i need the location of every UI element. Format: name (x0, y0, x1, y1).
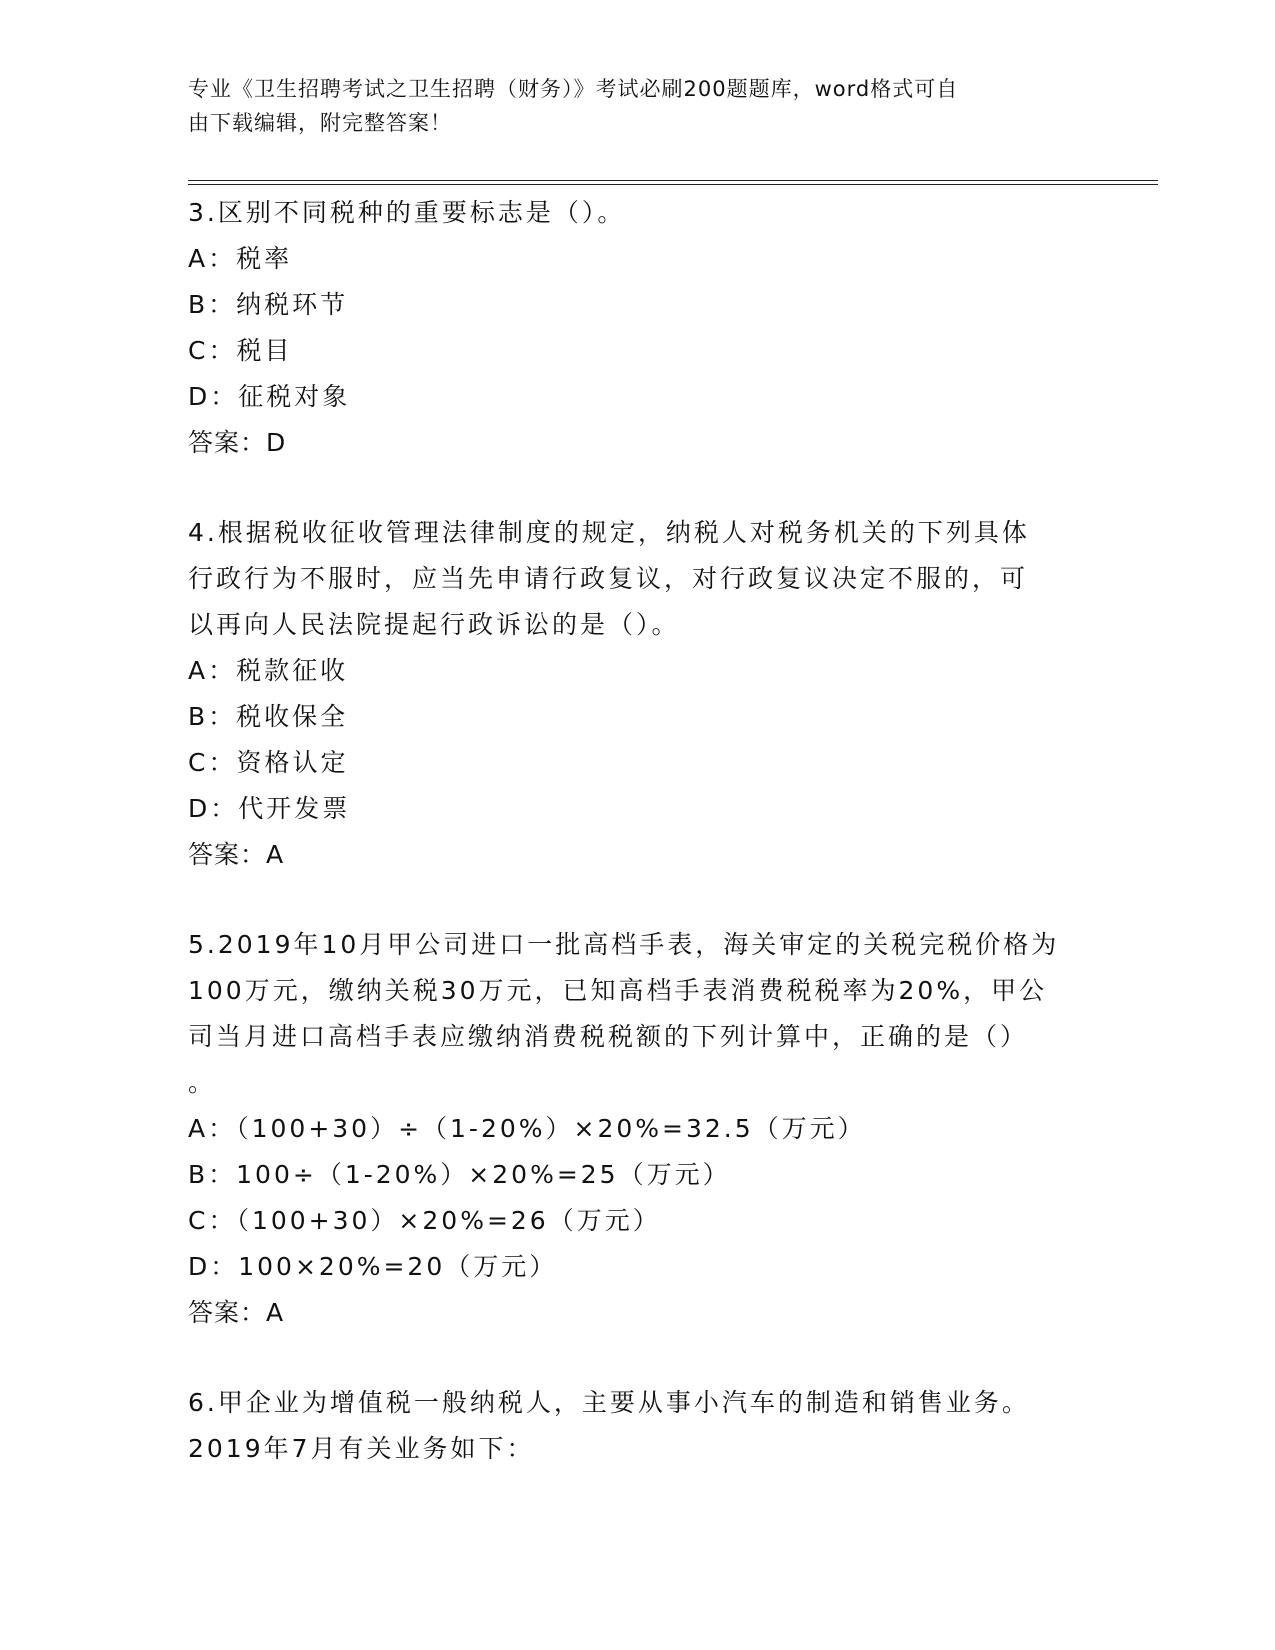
question-text-line: 3.区别不同税种的重要标志是（）。 (188, 198, 626, 227)
option-a: A：（100+30）÷（1-20%）×20%=32.5（万元） (188, 1114, 866, 1143)
option-d: D：代开发票 (188, 794, 351, 823)
question-text-line: 5.2019年10月甲公司进口一批高档手表，海关审定的关税完税价格为 (188, 930, 1060, 959)
option-c: C：税目 (188, 336, 293, 365)
question-5 (188, 922, 1088, 1336)
option-b: B：100÷（1-20%）×20%=25（万元） (188, 1160, 731, 1189)
option-d: D：100×20%=20（万元） (188, 1252, 558, 1281)
answer: 答案：A (188, 1298, 285, 1327)
question-text-line: 以再向人民法院提起行政诉讼的是（）。 (188, 610, 680, 639)
option-a: A：税款征收 (188, 656, 349, 685)
document-header (188, 72, 1088, 140)
option-b: B：税收保全 (188, 702, 349, 731)
question-text-line: 100万元，缴纳关税30万元，已知高档手表消费税税率为20%，甲公 (188, 976, 1048, 1005)
header-line-1: 专业《卫生招聘考试之卫生招聘（财务）》考试必刷200题题库，word格式可自 (188, 77, 959, 101)
header-divider-top (188, 180, 1158, 181)
option-c: C：资格认定 (188, 748, 349, 777)
question-3 (188, 190, 1088, 466)
question-text-line: 4.根据税收征收管理法律制度的规定，纳税人对税务机关的下列具体 (188, 518, 1030, 547)
question-text-line: 6.甲企业为增值税一般纳税人，主要从事小汽车的制造和销售业务。 (188, 1388, 1030, 1417)
question-text-line: 2019年7月有关业务如下： (188, 1434, 535, 1463)
question-4 (188, 510, 1088, 878)
answer: 答案：A (188, 840, 285, 869)
question-list (188, 190, 1088, 1472)
option-b: B：纳税环节 (188, 290, 349, 319)
question-text-line: 行政行为不服时，应当先申请行政复议，对行政复议决定不服的，可 (188, 564, 1029, 593)
option-c: C：（100+30）×20%=26（万元） (188, 1206, 661, 1235)
option-d: D：征税对象 (188, 382, 351, 411)
question-text-line: 司当月进口高档手表应缴纳消费税税额的下列计算中，正确的是（） (188, 1022, 1029, 1051)
option-a: A：税率 (188, 244, 293, 273)
question-6 (188, 1380, 1088, 1472)
header-line-2: 由下载编辑，附完整答案！ (188, 111, 452, 135)
answer: 答案：D (188, 428, 287, 457)
header-divider-bottom (188, 184, 1158, 185)
question-text-line: 。 (188, 1068, 217, 1097)
